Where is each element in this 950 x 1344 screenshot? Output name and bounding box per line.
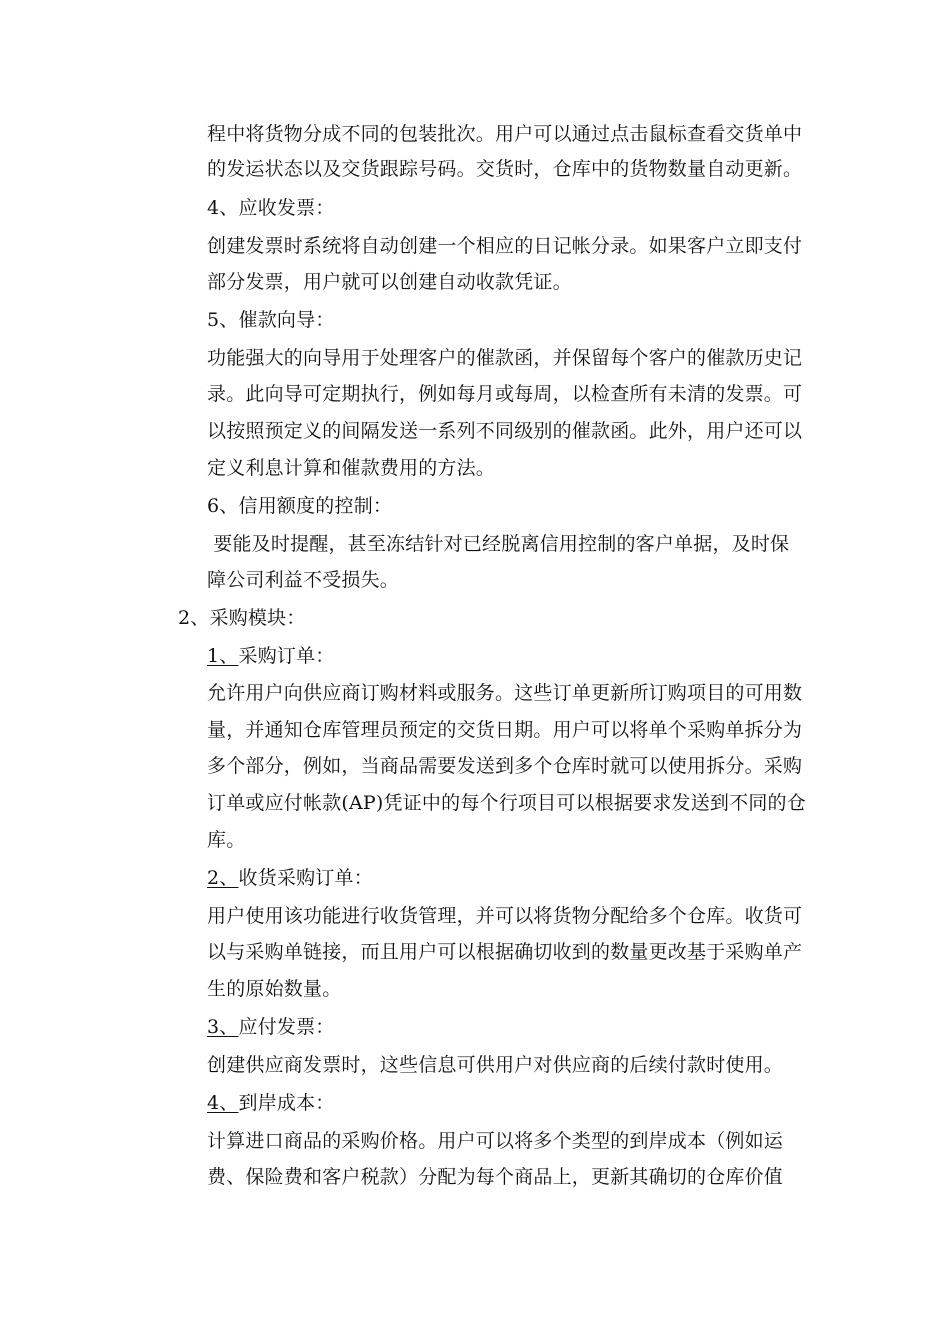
- paragraph-line: 生的原始数量。: [207, 978, 342, 1000]
- subsection-heading-order: [207, 644, 335, 668]
- paragraph-line: 允许用户向供应商订购材料或服务。这些订单更新所订购项目的可用数: [207, 682, 803, 704]
- paragraph-line: 多个部分，例如，当商品需要发送到多个仓库时就可以使用拆分。采购: [207, 755, 803, 777]
- paragraph-line: 障公司利益不受损失。: [207, 569, 400, 591]
- paragraph-line: 创建发票时系统将自动创建一个相应的日记帐分录。如果客户立即支付: [207, 235, 803, 257]
- paragraph-line: 计算进口商品的采购价格。用户可以将多个类型的到岸成本（例如运: [207, 1130, 784, 1152]
- paragraph-line: 用户使用该功能进行收货管理，并可以将货物分配给多个仓库。收货可: [207, 905, 803, 927]
- subsection-title: 收货采购订单：: [238, 867, 373, 889]
- paragraph-line: 功能强大的向导用于处理客户的催款函，并保留每个客户的催款历史记: [207, 347, 803, 369]
- paragraph-line: 费、保险费和客户税款）分配为每个商品上，更新其确切的仓库价值: [207, 1166, 784, 1188]
- paragraph-line: 库。: [207, 829, 246, 851]
- paragraph-line: 要能及时提醒，甚至冻结针对已经脱离信用控制的客户单据，及时保: [207, 533, 790, 555]
- paragraph-line: 的发运状态以及交货跟踪号码。交货时，仓库中的货物数量自动更新。: [207, 158, 803, 180]
- paragraph-line: 以按照预定义的间隔发送一系列不同级别的催款函。此外，用户还可以: [207, 420, 803, 442]
- paragraph-line: 订单或应付帐款(AP)凭证中的每个行项目可以根据要求发送到不同的仓: [207, 792, 806, 814]
- subsection-title: 采购订单：: [238, 645, 335, 667]
- section-heading-invoice: 4、应收发票：: [207, 197, 335, 219]
- section-heading-dunning: 5、催款向导：: [207, 309, 335, 331]
- paragraph-line: 创建供应商发票时，这些信息可供用户对供应商的后续付款时使用。: [207, 1054, 784, 1076]
- subsection-title: 应付发票：: [238, 1016, 335, 1038]
- subsection-number: 2、: [207, 867, 239, 889]
- section-heading-credit: 6、信用额度的控制：: [207, 495, 393, 517]
- subsection-title: 到岸成本：: [238, 1092, 335, 1114]
- subsection-number: 3、: [207, 1016, 239, 1038]
- paragraph-line: 程中将货物分成不同的包装批次。用户可以通过点击鼠标查看交货单中: [207, 123, 803, 145]
- subsection-number: 4、: [207, 1092, 239, 1114]
- subsection-number: 1、: [207, 645, 239, 667]
- module-heading-purchase: 2、采购模块：: [178, 607, 306, 629]
- subsection-heading-landed: [207, 1091, 335, 1115]
- paragraph-line: 定义利息计算和催款费用的方法。: [207, 457, 496, 479]
- paragraph-line: 部分发票，用户就可以创建自动收款凭证。: [207, 271, 572, 293]
- subsection-heading-receipt: [207, 866, 373, 890]
- subsection-heading-payable: [207, 1015, 335, 1039]
- paragraph-line: 录。此向导可定期执行，例如每月或每周，以检查所有未清的发票。可: [207, 383, 803, 405]
- paragraph-line: 以与采购单链接，而且用户可以根据确切收到的数量更改基于采购单产: [207, 941, 803, 963]
- paragraph-line: 量，并通知仓库管理员预定的交货日期。用户可以将单个采购单拆分为: [207, 719, 803, 741]
